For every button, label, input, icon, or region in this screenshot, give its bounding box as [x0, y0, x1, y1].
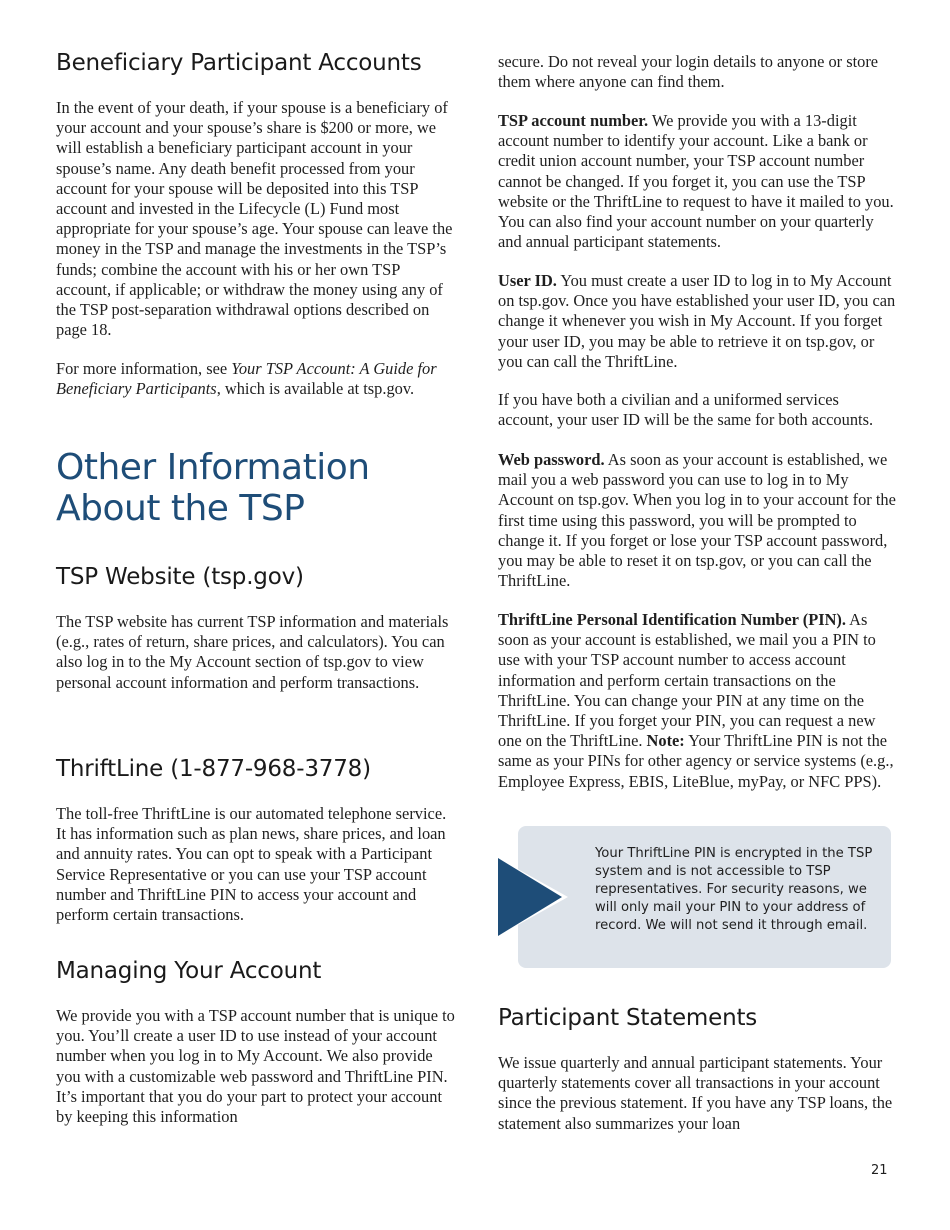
web-password-text: As soon as your account is established, we mail you a web password you can use to log in to My Account on tsp.gov. When you log in to your account for the first time using this password, you will be prompted to change it. If you forget or lose your TSP account password, you may be able to reset it on tsp.gov, or you can call the ThriftLine.: [498, 450, 896, 591]
guide-title: Your TSP Account: A Guide for Beneficiary Participants: [56, 359, 437, 399]
web-password-paragraph: [498, 450, 898, 591]
statements-paragraph: We issue quarterly and annual participant statements. Your quarterly statements cover all transactions in your account since the previous statement. If you have any TSP loans, the statement also summarizes your loan: [498, 1053, 893, 1133]
website-heading: TSP Website (tsp.gov): [56, 564, 304, 590]
pin-text-1: As soon as your account is established, we mail you a PIN to use with your TSP account number to access account information and perform certain transactions on the ThriftLine. You can change your PIN at any time on the ThriftLine. If you forget your PIN, you can request a new one on the ThriftLine.: [498, 610, 876, 751]
page-number: 21: [871, 1163, 888, 1178]
callout-text: Your ThriftLine PIN is encrypted in the TSP system and is not accessible to TSP representatives. For security reasons, we will only mail your PIN to your address of record. We will not send it through email.: [595, 846, 873, 933]
web-password-lead: Web password.: [498, 450, 605, 469]
callout-arrow-shape: [498, 858, 562, 936]
user-id-paragraph: [498, 271, 898, 372]
thriftline-heading: ThriftLine (1-877-968-3778): [56, 756, 371, 782]
more-info-tail: , which is available at tsp.gov.: [216, 379, 415, 399]
pin-lead: ThriftLine Personal Identification Number (PIN).: [498, 610, 846, 629]
beneficiary-heading: Beneficiary Participant Accounts: [56, 50, 422, 76]
thriftline-paragraph: The toll-free ThriftLine is our automated telephone service. It has information such as plan news, share prices, and loan and annuity rates. You can opt to speak with a Participant Service Representative or you can use your TSP account number and ThriftLine PIN to access your account and perform certain transactions.: [56, 804, 447, 925]
beneficiary-paragraph: In the event of your death, if your spouse is a beneficiary of your account and your spouse’s share is $200 or more, we will establish a beneficiary participant account in your spouse’s name. Any death benefit processed from your account for your spouse will be deposited into this TSP account and invested in the Lifecycle (L) Fund most appropriate for your spouse’s age. Your spouse can leave the money in the TSP and manage the investments in the TSP’s funds; combine the account with his or her own TSP account, if applicable; or withdraw the money using any of the TSP post-separation withdrawal options described on page 18.: [56, 98, 453, 340]
managing-paragraph: We provide you with a TSP account number that is unique to you. You’ll create a user ID to use instead of your account number when you log in to My Account. We also provide you with a customizable web password and ThriftLine PIN. It’s important that you do your part to protect your account by keeping this information: [56, 1006, 455, 1127]
account-number-paragraph: [498, 111, 898, 252]
beneficiary-more-info: [56, 359, 456, 399]
managing-heading: Managing Your Account: [56, 958, 322, 984]
statements-heading: Participant Statements: [498, 1005, 758, 1031]
pin-text-2: Your ThriftLine PIN is not the same as your PINs for other agency or service systems (e.g., Employee Express, EBIS, LiteBlue, myPay, or NFC PPS).: [498, 731, 894, 791]
other-info-title-line1: Other Information: [56, 447, 370, 488]
website-paragraph: The TSP website has current TSP information and materials (e.g., rates of return, share prices, and calculators). You can also log in to the My Account section of tsp.gov to view personal account information and perform transactions.: [56, 612, 449, 692]
user-id-text: You must create a user ID to log in to My Account on tsp.gov. Once you have established your user ID, you can change it whenever you wish in My Account. If you forget your user ID, you may be able to retrieve it on tsp.gov, or you can call the ThriftLine.: [498, 271, 896, 371]
other-info-title: [56, 447, 370, 529]
pin-note-label: Note:: [646, 731, 685, 751]
pin-paragraph: [498, 610, 898, 792]
civilian-paragraph: If you have both a civilian and a uniformed services account, your user ID will be the same for both accounts.: [498, 390, 874, 430]
account-number-text: We provide you with a 13-digit account number to identify your account. Like a bank or credit union account number, your TSP account number cannot be changed. If you forget it, you can use the TSP website or the ThriftLine to request to have it mailed to you. You can also find your account number on your quarterly and annual participant statements.: [498, 111, 894, 252]
user-id-lead: User ID.: [498, 271, 557, 290]
account-number-lead: TSP account number.: [498, 111, 649, 130]
callout-arrow-icon: [498, 858, 568, 936]
continued-paragraph: secure. Do not reveal your login details to anyone or store them where anyone can find them.: [498, 52, 879, 92]
other-info-title-line2: About the TSP: [56, 488, 305, 529]
more-info-text: For more information, see: [56, 359, 232, 378]
